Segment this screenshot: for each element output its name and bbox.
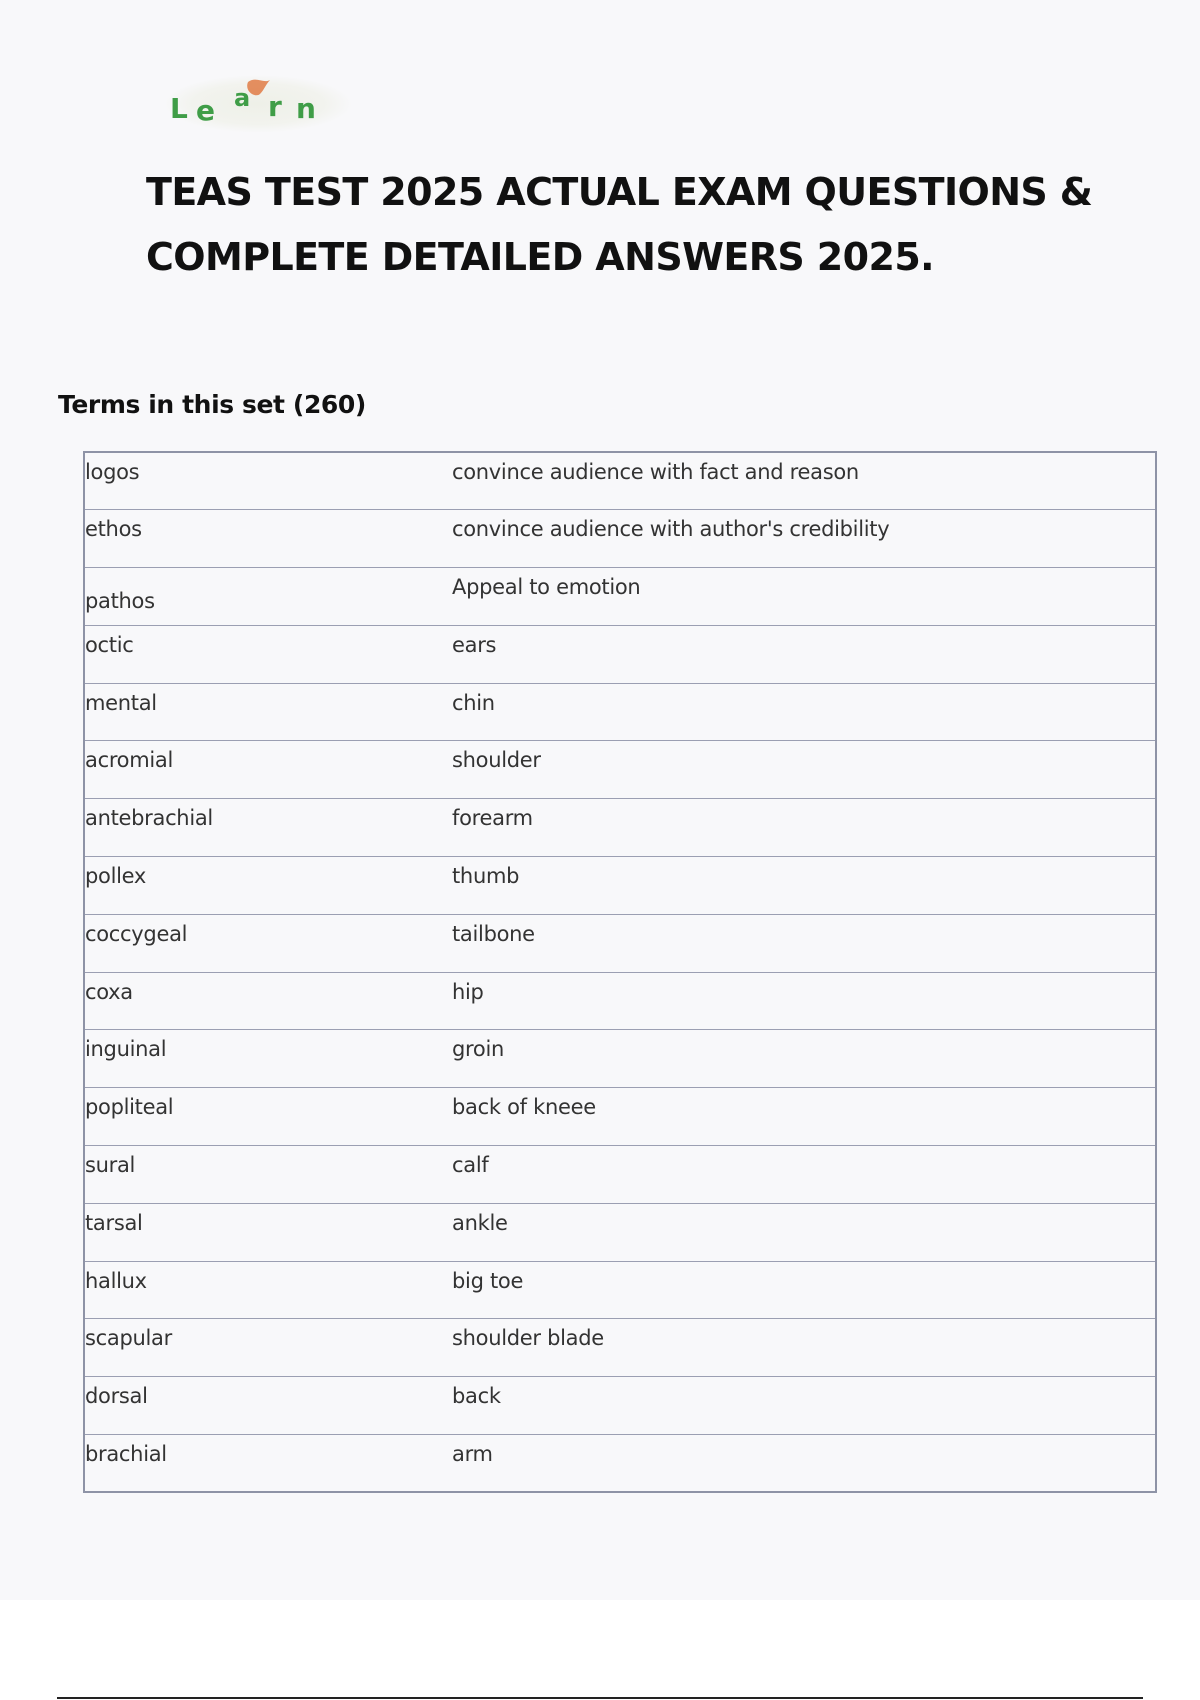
definition-cell: chin: [452, 683, 1156, 741]
table-row: [84, 914, 1156, 972]
table-row: [84, 452, 1156, 510]
logo-letter: a: [234, 84, 251, 112]
definition-cell: calf: [452, 1146, 1156, 1204]
logo-letter: n: [296, 92, 316, 125]
table-row: [84, 1319, 1156, 1377]
term-cell: coccygeal: [84, 914, 452, 972]
terms-table: [83, 451, 1157, 1493]
definition-cell: shoulder blade: [452, 1319, 1156, 1377]
definition-cell: Appeal to emotion: [452, 568, 1156, 626]
term-cell: brachial: [84, 1435, 452, 1493]
table-row: [84, 1261, 1156, 1319]
definition-cell: ears: [452, 625, 1156, 683]
term-cell: dorsal: [84, 1377, 452, 1435]
table-row: [84, 1030, 1156, 1088]
term-cell: pollex: [84, 857, 452, 915]
definition-cell: back of kneee: [452, 1088, 1156, 1146]
table-row: [84, 972, 1156, 1030]
term-cell: ethos: [84, 510, 452, 568]
footer-divider: [57, 1697, 1143, 1699]
term-cell: mental: [84, 683, 452, 741]
document-title: [146, 160, 1146, 290]
term-cell: pathos: [84, 568, 452, 626]
table-row: [84, 1146, 1156, 1204]
definition-cell: groin: [452, 1030, 1156, 1088]
title-line: TEAS TEST 2025 ACTUAL EXAM QUESTIONS &: [146, 170, 1093, 214]
definition-cell: thumb: [452, 857, 1156, 915]
definition-cell: forearm: [452, 799, 1156, 857]
table-row: [84, 1088, 1156, 1146]
term-cell: acromial: [84, 741, 452, 799]
term-cell: hallux: [84, 1261, 452, 1319]
definition-cell: hip: [452, 972, 1156, 1030]
table-row: [84, 568, 1156, 626]
table-row: [84, 1203, 1156, 1261]
definition-cell: arm: [452, 1435, 1156, 1493]
term-cell: antebrachial: [84, 799, 452, 857]
definition-cell: tailbone: [452, 914, 1156, 972]
term-cell: inguinal: [84, 1030, 452, 1088]
term-cell: sural: [84, 1146, 452, 1204]
logo-letter: L: [170, 92, 188, 125]
term-cell: tarsal: [84, 1203, 452, 1261]
logo-letter: e: [196, 94, 215, 127]
definition-cell: shoulder: [452, 741, 1156, 799]
terms-count-heading: Terms in this set (260): [58, 390, 366, 419]
table-row: [84, 741, 1156, 799]
term-cell: octic: [84, 625, 452, 683]
term-cell: logos: [84, 452, 452, 510]
logo-letter: r: [268, 90, 282, 123]
term-cell: coxa: [84, 972, 452, 1030]
learn-logo: [160, 72, 356, 134]
table-row: [84, 510, 1156, 568]
table-row: [84, 625, 1156, 683]
definition-cell: back: [452, 1377, 1156, 1435]
table-row: [84, 1377, 1156, 1435]
table-row: [84, 683, 1156, 741]
term-cell: scapular: [84, 1319, 452, 1377]
term-cell: popliteal: [84, 1088, 452, 1146]
definition-cell: big toe: [452, 1261, 1156, 1319]
title-line: COMPLETE DETAILED ANSWERS 2025.: [146, 235, 935, 279]
definition-cell: convince audience with author's credibility: [452, 510, 1156, 568]
definition-cell: convince audience with fact and reason: [452, 452, 1156, 510]
table-row: [84, 857, 1156, 915]
definition-cell: ankle: [452, 1203, 1156, 1261]
terms-table-body: [84, 452, 1156, 1492]
table-row: [84, 1435, 1156, 1493]
table-row: [84, 799, 1156, 857]
